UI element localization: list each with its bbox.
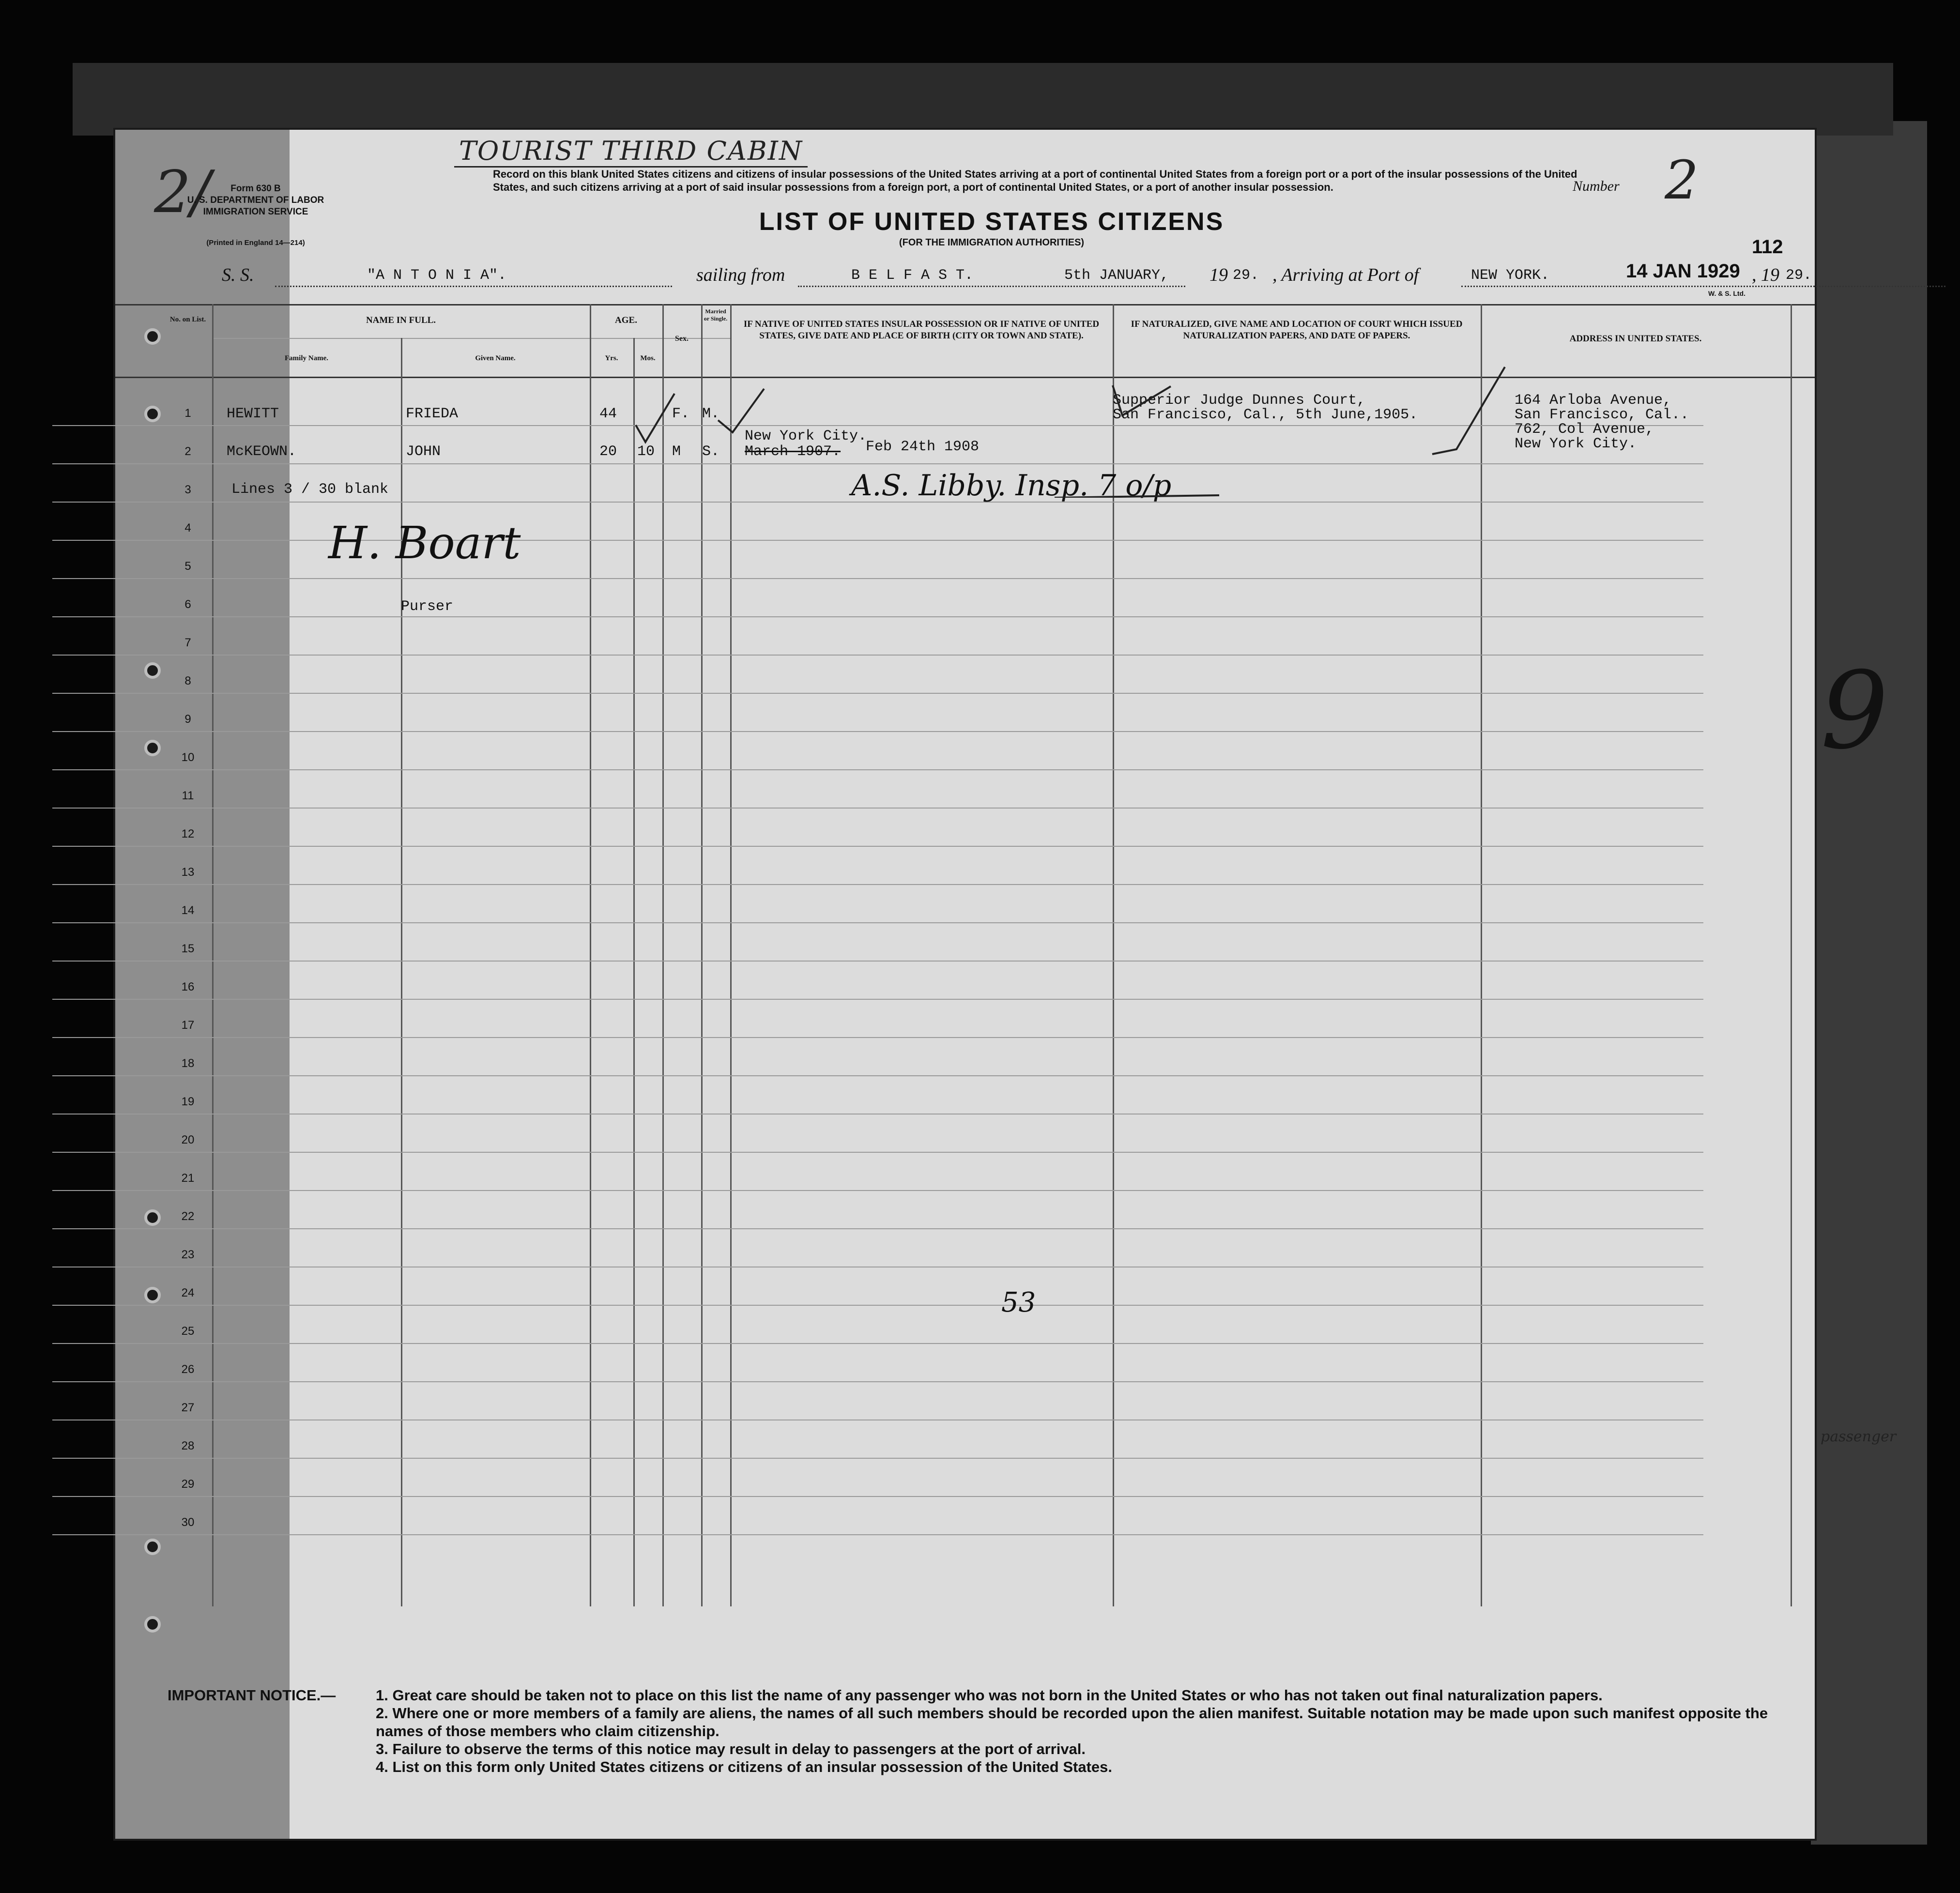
- row-rule: [52, 693, 1703, 694]
- notice-text: 1. Great care should be taken not to place on this list the name of any passenger who was not born in the United States or who has not taken out final naturalization papers.: [376, 1687, 1603, 1704]
- header-name: NAME IN FULL.: [366, 315, 436, 325]
- col-divider: [590, 304, 591, 1606]
- entry-1-naturalized-1: Supperior Judge Dunnes Court,: [1113, 392, 1366, 409]
- col-divider: [662, 304, 664, 1606]
- row-number: 27: [181, 1401, 195, 1414]
- row-rule: [52, 769, 1703, 770]
- arrival-stamp: 14 JAN 1929: [1626, 260, 1740, 282]
- purser-signature: H. Boart: [328, 517, 521, 569]
- col-divider: [1481, 304, 1482, 1606]
- entry-1-naturalized-2: San Francisco, Cal., 5th June,1905.: [1113, 407, 1418, 423]
- dotted-rule: [798, 286, 1185, 287]
- entry-1-married: M.: [702, 406, 720, 422]
- check-mark-icon: [1113, 385, 1171, 415]
- entry-1-sex: F.: [672, 406, 690, 422]
- under-sheet-top: [73, 63, 1893, 136]
- notice-text: 3. Failure to observe the terms of this notice may result in delay to passengers at the port of arrival.: [376, 1740, 1086, 1757]
- manifest-table: [115, 304, 1815, 1611]
- row-number: 2: [184, 445, 191, 458]
- row-number: 18: [181, 1057, 195, 1070]
- row-number: 8: [184, 674, 191, 687]
- row-number: 20: [181, 1133, 195, 1146]
- row-number: 19: [181, 1095, 195, 1108]
- form-number: Form 630 B: [230, 183, 281, 194]
- inspector-note: A.S. Libby. Insp. 7 o/p: [851, 469, 1172, 503]
- row-rule: [52, 1381, 1703, 1382]
- row-rule: [52, 655, 1703, 656]
- year-suffix: 29.: [1233, 267, 1259, 284]
- header-birth: IF NATIVE OF UNITED STATES INSULAR POSSESSION OR IF NATIVE OF UNITED STATES, GIVE DATE AND PLACE OF BIRTH (CITY OR TOWN AND STATE).: [743, 319, 1100, 341]
- side-note: passenger: [1821, 1428, 1897, 1445]
- row-number: 22: [181, 1210, 195, 1223]
- row-number: 26: [181, 1363, 195, 1376]
- under-sheet-right: [1811, 121, 1927, 1845]
- arrival-year-suffix: 29.: [1786, 267, 1812, 284]
- notice-item: [168, 1686, 1804, 1704]
- row-rule: [52, 922, 1703, 923]
- row-number: 14: [181, 904, 195, 917]
- notice-text: 4. List on this form only United States citizens or citizens of an insular possession of the United States.: [376, 1758, 1112, 1775]
- row-number: 25: [181, 1325, 195, 1338]
- record-instructions: Record on this blank United States citizens and citizens of insular possessions of the United States arriving at a port of continental United States from a foreign port or a port of the insular possessions of the United States, and such citizens arriving at a port of said insular possessions from a foreign port, a port of continental United States, or a port of another insular possession.: [493, 168, 1577, 193]
- row-number: 21: [181, 1172, 195, 1185]
- number-value: 2: [1665, 149, 1699, 211]
- row-rule: [52, 808, 1703, 809]
- row-rule: [52, 1534, 1703, 1535]
- row-rule: [52, 1228, 1703, 1229]
- header-sex: Sex.: [675, 335, 689, 343]
- row-number: 17: [181, 1019, 195, 1032]
- class-handwritten: TOURIST THIRD CABIN: [454, 136, 808, 168]
- notice-item: [168, 1740, 1804, 1758]
- notice-text: 2. Where one or more members of a family are aliens, the names of all such members should be recorded upon the alien manifest. Suitable notation may be made upon such manifest opposite the names of those members who claim citizenship.: [376, 1705, 1768, 1740]
- row-rule: [52, 616, 1703, 617]
- check-mark-icon: [718, 389, 764, 432]
- row-rule: [52, 1496, 1703, 1497]
- entry-2-birth-struck: March 1907.: [745, 443, 841, 460]
- printer-mark: W. & S. Ltd.: [1708, 290, 1746, 297]
- page-title: LIST OF UNITED STATES CITIZENS: [759, 208, 1225, 236]
- header-married: Married or Single.: [704, 308, 728, 322]
- important-notice: [168, 1686, 1804, 1776]
- ss-label: S. S.: [222, 265, 254, 285]
- header-family: Family Name.: [285, 354, 328, 362]
- row-rule: [52, 846, 1703, 847]
- row-rule: [52, 1037, 1703, 1038]
- printed-note: (Printed in England 14—214): [206, 239, 305, 247]
- row-number: 28: [181, 1439, 195, 1452]
- entry-1-address-1: 164 Arloba Avenue,: [1515, 392, 1672, 409]
- header-mos: Mos.: [640, 354, 656, 362]
- notice-lead: IMPORTANT NOTICE.—: [168, 1687, 336, 1704]
- handwritten-53: 53: [1001, 1287, 1036, 1318]
- row-number: 13: [181, 866, 195, 879]
- col-divider: [633, 338, 635, 1606]
- row-number: 5: [184, 560, 191, 573]
- row-rule: [52, 884, 1703, 885]
- entry-1-family: HEWITT: [227, 406, 279, 422]
- entry-2-birth-2: Feb 24th 1908: [866, 439, 980, 455]
- row-number: 15: [181, 942, 195, 955]
- row-number: 23: [181, 1248, 195, 1261]
- dotted-rule: [1461, 286, 1945, 287]
- entry-2-given: JOHN: [406, 443, 441, 460]
- ship-name: "A N T O N I A".: [367, 267, 507, 284]
- entry-2-family: McKEOWN.: [227, 443, 297, 460]
- row-number: 29: [181, 1478, 195, 1491]
- service: IMMIGRATION SERVICE: [203, 207, 308, 217]
- form-reference: [183, 183, 328, 249]
- row-number: 1: [184, 407, 191, 420]
- row-number: 30: [181, 1516, 195, 1529]
- row-number: 12: [181, 827, 195, 840]
- department: U. S. DEPARTMENT OF LABOR: [187, 195, 324, 205]
- row-rule: [52, 578, 1703, 579]
- row-number: 11: [182, 789, 194, 802]
- page-number: 112: [1752, 236, 1783, 258]
- entry-2-birth-1: New York City.: [745, 428, 867, 444]
- notice-item: [168, 1758, 1804, 1776]
- sailing-label: sailing from: [696, 265, 785, 285]
- corner-mark: 2/: [154, 159, 211, 226]
- header-yrs: Yrs.: [605, 354, 618, 362]
- row-rule: [52, 999, 1703, 1000]
- row-rule: [52, 1190, 1703, 1191]
- purser-title: Purser: [401, 598, 454, 615]
- manifest-page: [115, 130, 1815, 1839]
- row-rule: [52, 961, 1703, 962]
- year-prefix: 19: [1210, 265, 1228, 285]
- row-number: 9: [184, 713, 191, 726]
- row-number: 24: [181, 1286, 195, 1299]
- header-no: No. on List.: [169, 316, 206, 323]
- notice-item: [168, 1704, 1804, 1740]
- header-given: Given Name.: [475, 354, 516, 362]
- entry-2-married: S.: [702, 443, 720, 460]
- inspector-flourish: [1055, 495, 1219, 498]
- col-divider: [1791, 304, 1792, 1606]
- check-mark-icon: [1432, 367, 1505, 454]
- header-address: ADDRESS IN UNITED STATES.: [1569, 334, 1702, 344]
- sailing-date: 5th JANUARY,: [1064, 267, 1169, 284]
- row-rule: [52, 1075, 1703, 1076]
- port-to: NEW YORK.: [1471, 267, 1550, 284]
- arrival-year-prefix: , 19: [1752, 265, 1779, 285]
- entry-1-address-2: San Francisco, Cal..: [1515, 407, 1689, 423]
- row-rule: [52, 540, 1703, 541]
- side-mark: 9: [1821, 649, 1888, 773]
- page-subtitle: (FOR THE IMMIGRATION AUTHORITIES): [899, 237, 1085, 248]
- col-divider: [212, 304, 214, 1606]
- entry-2-sex: M: [672, 443, 681, 460]
- voyage-line: [222, 260, 1810, 290]
- row-rule: [52, 1152, 1703, 1153]
- header-naturalized: IF NATURALIZED, GIVE NAME AND LOCATION OF COURT WHICH ISSUED NATURALIZATION PAPERS, AND DATE OF PAPERS.: [1131, 319, 1463, 341]
- row-number: 10: [181, 751, 195, 764]
- entry-2-address-2: New York City.: [1515, 436, 1637, 452]
- arriving-label: , Arriving at Port of: [1272, 265, 1419, 285]
- entry-1-yrs: 44: [599, 406, 617, 422]
- row-number: 16: [181, 980, 195, 993]
- col-divider: [701, 304, 703, 1606]
- row-rule: [52, 1343, 1703, 1344]
- row-rule: [52, 731, 1703, 732]
- row-rule: [52, 1305, 1703, 1306]
- dotted-rule: [275, 286, 672, 287]
- port-from: B E L F A S T.: [851, 267, 974, 284]
- check-mark-icon: [636, 394, 674, 442]
- check-marks: [115, 304, 1815, 498]
- entry-2-mos: 10: [637, 443, 655, 460]
- entry-2-address-1: 762, Col Avenue,: [1515, 421, 1654, 438]
- row-number: 7: [184, 636, 191, 649]
- row-rule: [52, 1458, 1703, 1459]
- number-label: Number: [1573, 178, 1620, 194]
- punch-hole: [144, 1616, 161, 1633]
- entry-1-given: FRIEDA: [406, 406, 459, 422]
- row-number: 6: [184, 598, 191, 611]
- row-number: 4: [184, 521, 191, 534]
- lines-blank-note: Lines 3 / 30 blank: [231, 481, 389, 498]
- entry-2-yrs: 20: [599, 443, 617, 460]
- col-divider: [730, 304, 732, 1606]
- row-number: 3: [184, 483, 191, 496]
- header-age: AGE.: [615, 315, 637, 325]
